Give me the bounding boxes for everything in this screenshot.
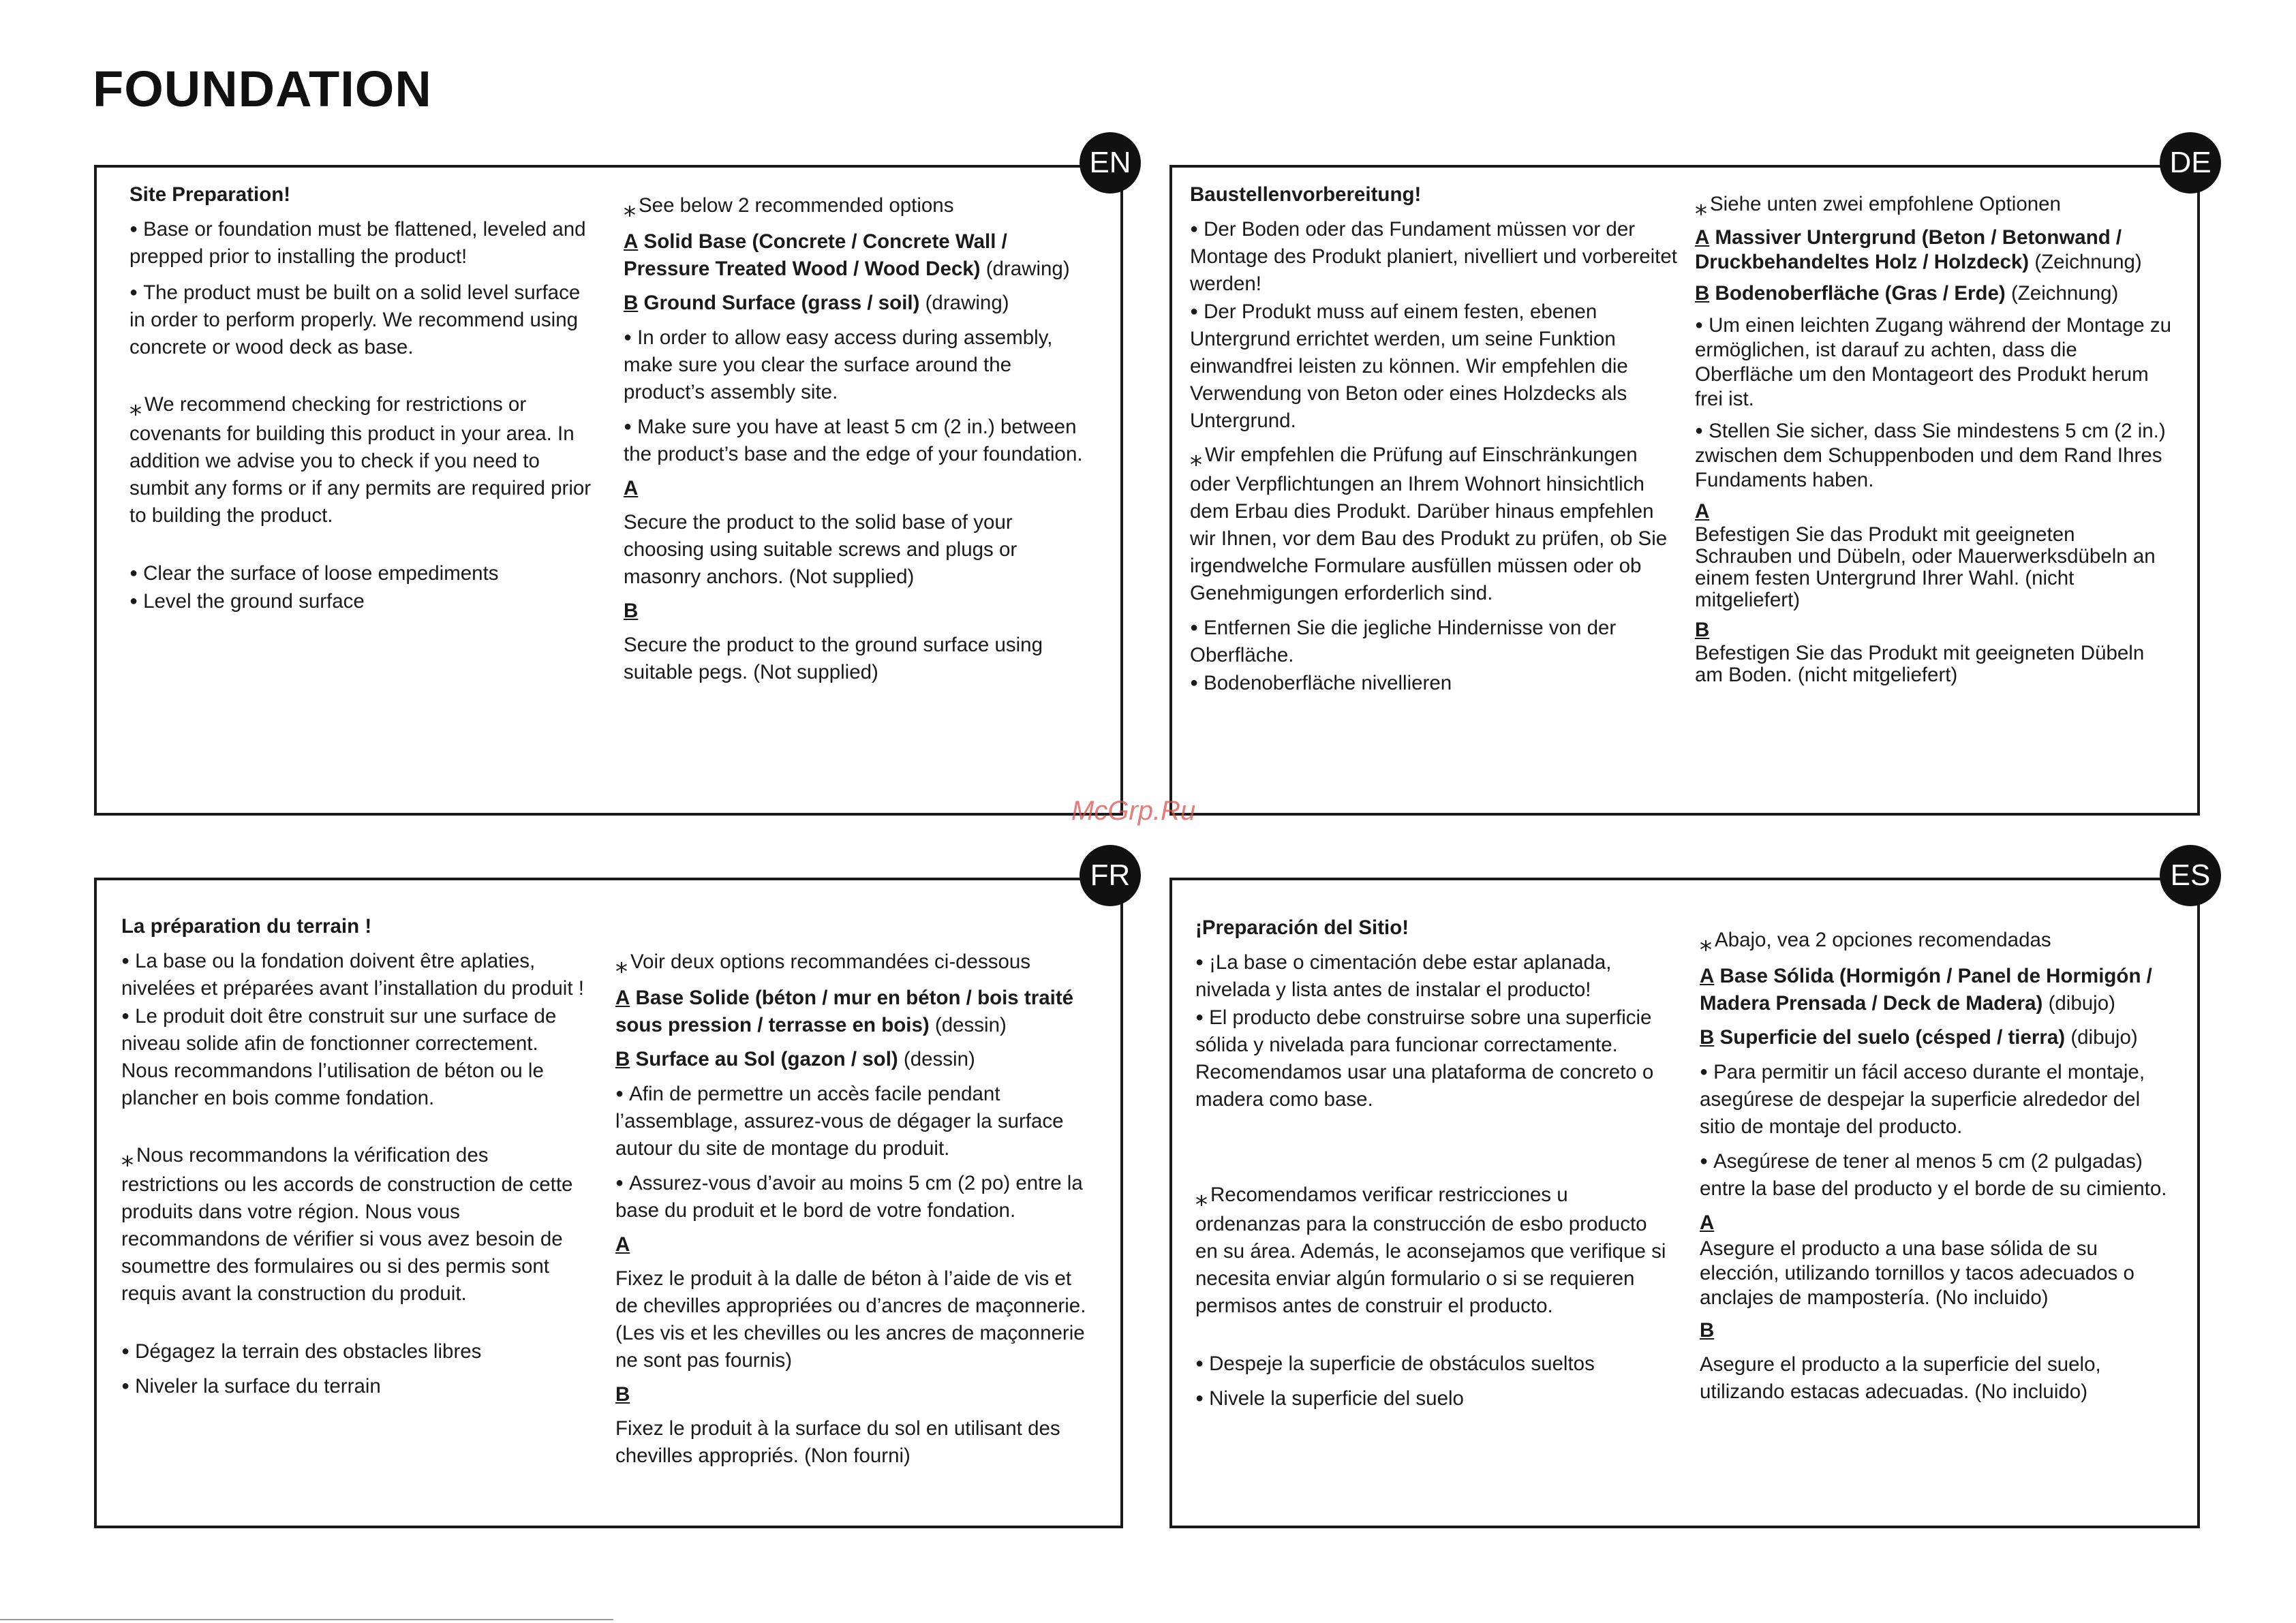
bullet-item: ● Base or foundation must be flattened, leveled and prepped prior to installing the product! [129, 215, 600, 270]
bullet-item: ● Um einen leichten Zugang während der Montage zu ermöglichen, ist darauf zu achten, dass die Oberfläche um den Montageort des Produkt herum frei ist. [1695, 313, 2172, 412]
section-heading: La préparation du terrain ! [121, 915, 372, 938]
bullet-item: ● La base ou la fondation doivent être aplaties, nivelées et préparées avant l’installation du produit ! [121, 947, 585, 1002]
panel-es-right-column [1700, 927, 2177, 1406]
bullet-item: ● Entfernen Sie die jegliche Hindernisse von der Oberfläche. [1190, 614, 1678, 669]
panel-de-left-column [1190, 181, 1678, 697]
option-a: A Base Solide (béton / mur en béton / bois traité sous pression / terrasse en bois) (dessin) [615, 987, 1074, 1036]
asterisk-icon: ⁎ [1700, 928, 1712, 956]
language-badge-es: ES [2160, 845, 2221, 906]
option-b: B Bodenoberfläche (Gras / Erde) (Zeichnung) [1695, 282, 2119, 305]
option-a: A Solid Base (Concrete / Concrete Wall / Pressure Treated Wood / Wood Deck) (drawing) [624, 230, 1070, 280]
bullet-item: ● Clear the surface of loose empediments [129, 559, 600, 587]
section-a-label: A [624, 477, 639, 499]
bullet-item: ● Nivele la superficie del suelo [1195, 1385, 1672, 1412]
bullet-item: ● Der Boden oder das Fundament müssen vor der Montage des Produkt planiert, nivelliert und vorbereitet werden! [1190, 215, 1678, 298]
bullet-item: ● Asegúrese de tener al menos 5 cm (2 pulgadas) entre la base del producto y el borde de su cimiento. [1700, 1147, 2177, 1203]
asterisk-icon: ⁎ [624, 194, 636, 221]
section-b-text: Asegure el producto a la superficie del suelo, utilizando estacas adecuadas. (No incluido) [1700, 1353, 2101, 1403]
bullet-item: ● Level the ground surface [129, 587, 600, 615]
panel-de-right-column [1695, 192, 2172, 686]
section-b-label: B [624, 600, 639, 622]
bullet-item: ● Niveler la surface du terrain [121, 1372, 585, 1400]
language-badge-de: DE [2160, 132, 2221, 194]
panel-es-left-column [1195, 914, 1672, 1412]
panel-fr-right-column [615, 948, 1092, 1470]
bullet-item: ● Stellen Sie sicher, dass Sie mindestens 5 cm (2 in.) zwischen dem Schuppenboden und dem Rand Ihres Fundaments haben. [1695, 418, 2172, 493]
option-b: B Ground Surface (grass / soil) (drawing) [624, 292, 1009, 314]
panel-en-right-column [624, 192, 1094, 686]
option-a: A Massiver Untergrund (Beton / Betonwand / Druckbehandeltes Holz / Holzdeck) (Zeichnung) [1695, 226, 2142, 273]
bullet-item: ● Dégagez la terrain des obstacles libres [121, 1338, 585, 1365]
note-text: ⁎ Wir empfehlen die Prüfung auf Einschränkungen oder Verpflichtungen an Ihrem Wohnort hinsichtlich dem Erbau dies Produkt. Darüber hinaus empfehlen wir Ihnen, vor dem Bau des Produkt zu prüfen, ob Sie irgendwelche Formulare ausfüllen müssen oder ob Genehmigungen erforderlich sind. [1190, 443, 1668, 604]
option-a: A Base Sólida (Hormigón / Panel de Hormigón / Madera Prensada / Deck de Madera) (dibujo) [1700, 965, 2152, 1015]
section-a-label: A [1700, 1211, 1715, 1234]
section-a-text: Secure the product to the solid base of your choosing using suitable screws and plugs or masonry anchors. (Not supplied) [624, 511, 1017, 588]
page-title: FOUNDATION [93, 61, 432, 117]
options-intro: ⁎ See below 2 recommended options [624, 194, 954, 221]
watermark: McGrp.Ru [1071, 796, 1196, 826]
asterisk-icon: ⁎ [129, 392, 142, 420]
section-b-text: Fixez le produit à la surface du sol en utilisant des chevilles appropriés. (Non fourni) [615, 1417, 1060, 1467]
bullet-item: ● In order to allow easy access during assembly, make sure you clear the surface around the product’s assembly site. [624, 324, 1094, 406]
panel-fr-left-column [121, 913, 585, 1400]
section-b-text: Secure the product to the ground surface using suitable pegs. (Not supplied) [624, 634, 1043, 683]
section-heading: ¡Preparación del Sitio! [1195, 916, 1409, 939]
asterisk-icon: ⁎ [1195, 1183, 1208, 1211]
language-badge-en: EN [1080, 132, 1141, 194]
options-intro: ⁎ Siehe unten zwei empfohlene Optionen [1695, 192, 2061, 220]
section-a-text: Fixez le produit à la dalle de béton à l’aide de vis et de chevilles appropriées ou d’ancres de maçonnerie. (Les vis et les chevilles ou les ancres de maçonnerie ne sont pas fournis) [615, 1267, 1086, 1372]
bullet-item: ● Despeje la superficie de obstáculos sueltos [1195, 1350, 1672, 1378]
bullet-item: ● El producto debe construirse sobre una superficie sólida y nivelada para funcionar correctamente. Recomendamos usar una plataforma de concreto o madera como base. [1195, 1004, 1672, 1113]
section-heading: Baustellenvorbereitung! [1190, 183, 1422, 206]
asterisk-icon: ⁎ [1190, 443, 1202, 471]
asterisk-icon: ⁎ [615, 950, 628, 978]
section-a-label: A [615, 1233, 630, 1256]
option-b: B Superficie del suelo (césped / tierra) (dibujo) [1700, 1026, 2138, 1049]
section-b-label: B [615, 1383, 630, 1406]
option-b: B Surface au Sol (gazon / sol) (dessin) [615, 1048, 975, 1070]
bullet-item: ● Afin de permettre un accès facile pendant l’assemblage, assurez-vous de dégager la surface autour du site de montage du produit. [615, 1080, 1092, 1162]
section-a-text: Asegure el producto a una base sólida de su elección, utilizando tornillos y tacos adecuados o anclajes de mampostería. (No incluido) [1700, 1237, 2134, 1309]
section-a-text: Befestigen Sie das Produkt mit geeigneten Schrauben und Dübeln, oder Mauerwerksdübeln an einem festen Untergrund Ihrer Wahl. (nicht mitgeliefert) [1695, 523, 2156, 611]
section-b-label: B [1700, 1319, 1715, 1342]
bullet-item: ● Bodenoberfläche nivellieren [1190, 669, 1678, 697]
panel-en-left-column [129, 181, 600, 615]
asterisk-icon: ⁎ [1695, 192, 1707, 220]
section-b-text: Befestigen Sie das Produkt mit geeigneten Dübeln am Boden. (nicht mitgeliefert) [1695, 642, 2145, 686]
page-bottom-rule [0, 1619, 613, 1620]
bullet-item: ● Make sure you have at least 5 cm (2 in.) between the product’s base and the edge of your foundation. [624, 413, 1094, 468]
bullet-item: ● Assurez-vous d’avoir au moins 5 cm (2 po) entre la base du produit et le bord de votre fondation. [615, 1169, 1092, 1224]
bullet-item: ● The product must be built on a solid level surface in order to perform properly. We recommend using concrete or wood deck as base. [129, 279, 600, 361]
bullet-item: ● Der Produkt muss auf einem festen, ebenen Untergrund errichtet werden, um seine Funktion einwandfrei leisten zu können. Wir empfehlen die Verwendung von Beton oder eines Holzdecks als Untergrund. [1190, 298, 1678, 435]
section-b-label: B [1695, 619, 1710, 641]
bullet-item: ● ¡La base o cimentación debe estar aplanada, nivelada y lista antes de instalar el producto! [1195, 948, 1672, 1004]
asterisk-icon: ⁎ [121, 1143, 134, 1171]
bullet-item: ● Para permitir un fácil acceso durante el montaje, asegúrese de despejar la superficie alrededor del sitio de montaje del producto. [1700, 1058, 2177, 1141]
note-text: ⁎ Recomendamos verificar restricciones u ordenanzas para la construcción de esbo producto en su área. Además, le aconsejamos que verifique si necesita enviar algún formulario o si se requieren permisos antes de construir el producto. [1195, 1183, 1666, 1317]
options-intro: ⁎ Abajo, vea 2 opciones recomendadas [1700, 928, 2051, 956]
section-heading: Site Preparation! [129, 183, 291, 206]
bullet-item: ● Le produit doit être construit sur une surface de niveau solide afin de fonctionner correctement. Nous recommandons l’utilisation de béton ou le plancher en bois comme fondation. [121, 1002, 585, 1112]
note-text: ⁎ We recommend checking for restrictions or covenants for building this product in your area. In addition we advise you to check if you need to sumbit any forms or if any permits are required prior to building the product. [129, 392, 592, 527]
section-a-label: A [1695, 500, 1710, 523]
options-intro: ⁎ Voir deux options recommandées ci-dessous [615, 950, 1031, 978]
note-text: ⁎ Nous recommandons la vérification des restrictions ou les accords de construction de cette produits dans votre région. Nous vous recommandons de vérifier si vous avez besoin de soumettre des formulaires ou si des permis sont requis avant la construction du produit. [121, 1143, 573, 1305]
language-badge-fr: FR [1080, 845, 1141, 906]
